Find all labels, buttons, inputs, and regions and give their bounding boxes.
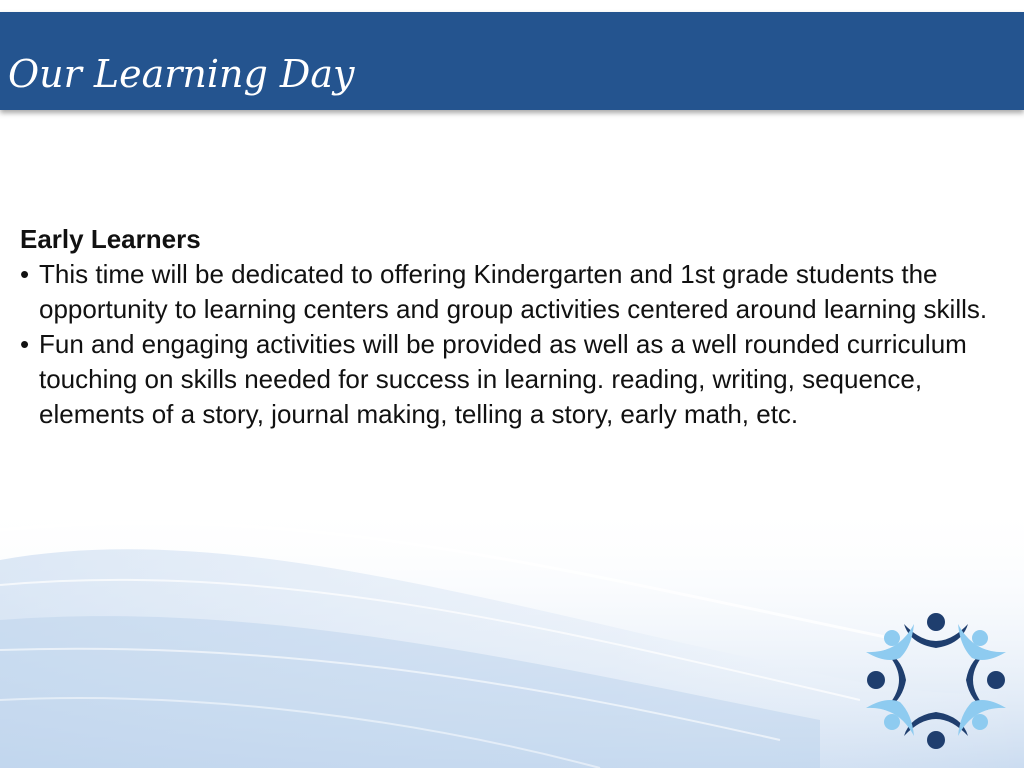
slide-content <box>20 222 1015 432</box>
bullet-item-1 <box>20 257 1015 327</box>
bullet-text-2: Fun and engaging activities will be provided as well as a well rounded curriculum touching on skills needed for success in learning. reading, writing, sequence, elements of a story, journal making, telling a story, early math, etc. <box>39 329 967 429</box>
bullet-text-1: This time will be dedicated to offering Kindergarten and 1st grade students the opportunity to learning centers and group activities centered around learning skills. <box>39 259 988 324</box>
title-bar <box>0 12 1024 110</box>
bullet-list <box>20 257 1015 432</box>
bullet-icon: • <box>20 259 30 289</box>
bullet-icon: • <box>20 329 30 359</box>
section-heading: Early Learners <box>20 224 201 254</box>
bullet-item-2 <box>20 327 1015 432</box>
logo-light-figures <box>866 624 1006 736</box>
people-circle-logo-icon <box>862 606 1010 754</box>
slide-title: Our Learning Day <box>8 52 355 96</box>
